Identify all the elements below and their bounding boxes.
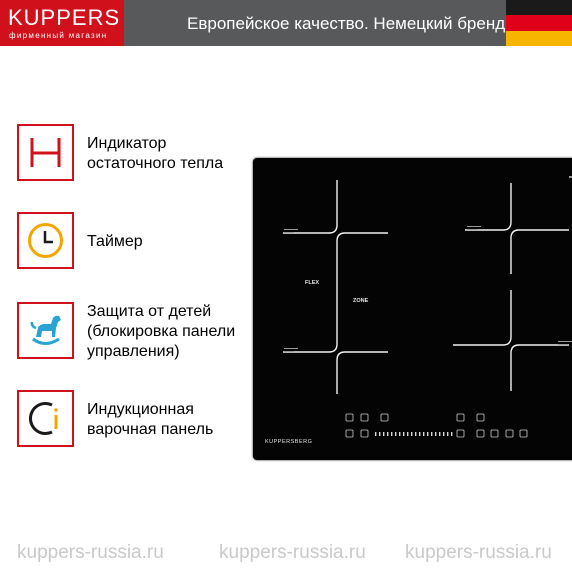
- feature-label: [87, 134, 223, 174]
- brand-logo[interactable]: [0, 0, 124, 46]
- flex-label: FLEX: [305, 280, 320, 286]
- induction-cooktop-image: [253, 158, 572, 460]
- feature-label-line: (блокировка панели: [87, 323, 236, 340]
- timer-clock-icon: [17, 212, 74, 269]
- feature-label-line: Индукционная: [87, 401, 194, 418]
- rocking-horse-child-lock-icon: [17, 302, 74, 359]
- feature-label-line: Защита от детей: [87, 303, 212, 320]
- cooktop-brand: KUPPERSBERG: [265, 439, 313, 445]
- zone-label: ZONE: [353, 298, 369, 304]
- german-flag-icon: [506, 0, 572, 46]
- feature-label-line: управления): [87, 343, 180, 360]
- logo-subtitle: фирменный магазин: [9, 31, 108, 40]
- feature-label-line: остаточного тепла: [87, 155, 224, 172]
- header-bar: [0, 0, 572, 46]
- logo-title: KUPPERS: [8, 5, 121, 30]
- residual-heat-indicator-icon: [17, 124, 74, 181]
- footer-site-link[interactable]: kuppers-russia.ru: [219, 542, 366, 563]
- feature-label: [87, 232, 143, 252]
- feature-label-line: Индикатор: [87, 135, 167, 152]
- feature-label: [87, 302, 235, 362]
- header-tagline: Европейское качество. Немецкий бренд: [187, 14, 506, 33]
- feature-label: [87, 400, 213, 440]
- feature-label-line: варочная панель: [87, 421, 214, 438]
- induction-hob-icon: [17, 390, 74, 447]
- feature-label-line: Таймер: [87, 233, 143, 250]
- footer-site-link[interactable]: kuppers-russia.ru: [405, 542, 552, 563]
- footer-site-link[interactable]: kuppers-russia.ru: [17, 542, 164, 563]
